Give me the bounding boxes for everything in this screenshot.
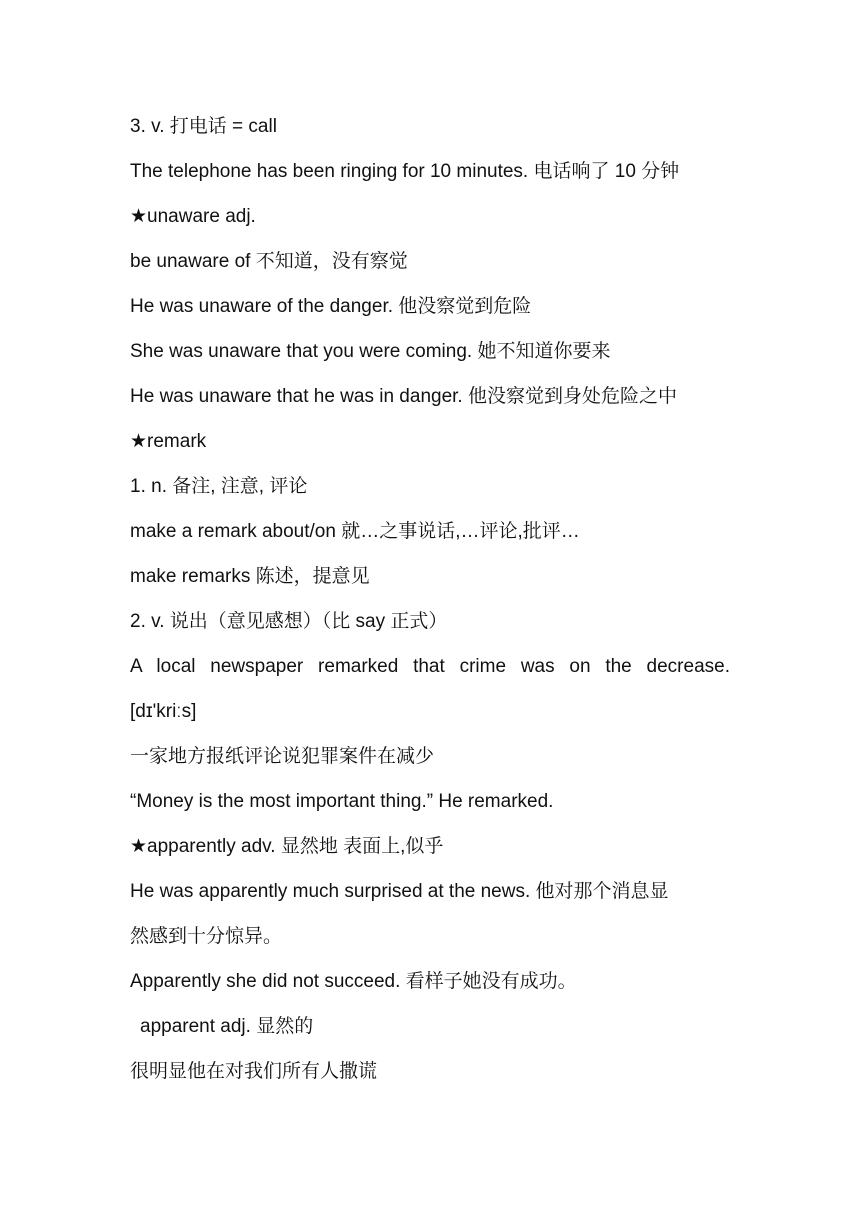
- example-sentence: “Money is the most important thing.” He remarked.: [130, 791, 554, 812]
- sense-heading-call: 3. v. 打电话 = call: [130, 116, 277, 137]
- example-sentence: He was unaware that he was in danger. 他没察觉到身处危险之中: [130, 386, 677, 407]
- phrase-line: make a remark about/on 就…之事说话,…评论,批评…: [130, 521, 580, 542]
- phrase-line: make remarks 陈述，提意见: [130, 566, 370, 587]
- vocab-related-apparent: apparent adj. 显然的: [140, 1016, 314, 1037]
- example-sentence: The telephone has been ringing for 10 minutes. 电话响了 10 分钟: [130, 161, 680, 182]
- phonetic-line: [dɪ'kriːs]: [130, 701, 197, 722]
- vocab-heading-unaware: ★unaware adj.: [130, 206, 256, 227]
- document-body: [130, 111, 730, 1101]
- phrase-line: be unaware of 不知道，没有察觉: [130, 251, 408, 272]
- example-sentence-justified: A local newspaper remarked that crime was on the decrease.: [130, 656, 730, 677]
- example-sentence: She was unaware that you were coming. 她不知道你要来: [130, 341, 611, 362]
- translation-line: 很明显他在对我们所有人撒谎: [130, 1061, 378, 1082]
- vocab-heading-apparently: ★apparently adv. 显然地 表面上,似乎: [130, 836, 444, 857]
- example-sentence: He was unaware of the danger. 他没察觉到危险: [130, 296, 532, 317]
- example-sentence: He was apparently much surprised at the news. 他对那个消息显: [130, 881, 669, 902]
- translation-continuation: 然感到十分惊异。: [130, 926, 283, 947]
- vocab-heading-remark: ★remark: [130, 431, 207, 452]
- sense-heading-verb: 2. v. 说出（意见感想）（比 say 正式）: [130, 611, 448, 632]
- sense-heading-noun: 1. n. 备注, 注意, 评论: [130, 476, 308, 497]
- translation-line: 一家地方报纸评论说犯罪案件在减少: [130, 746, 435, 767]
- example-sentence: Apparently she did not succeed. 看样子她没有成功。: [130, 971, 577, 992]
